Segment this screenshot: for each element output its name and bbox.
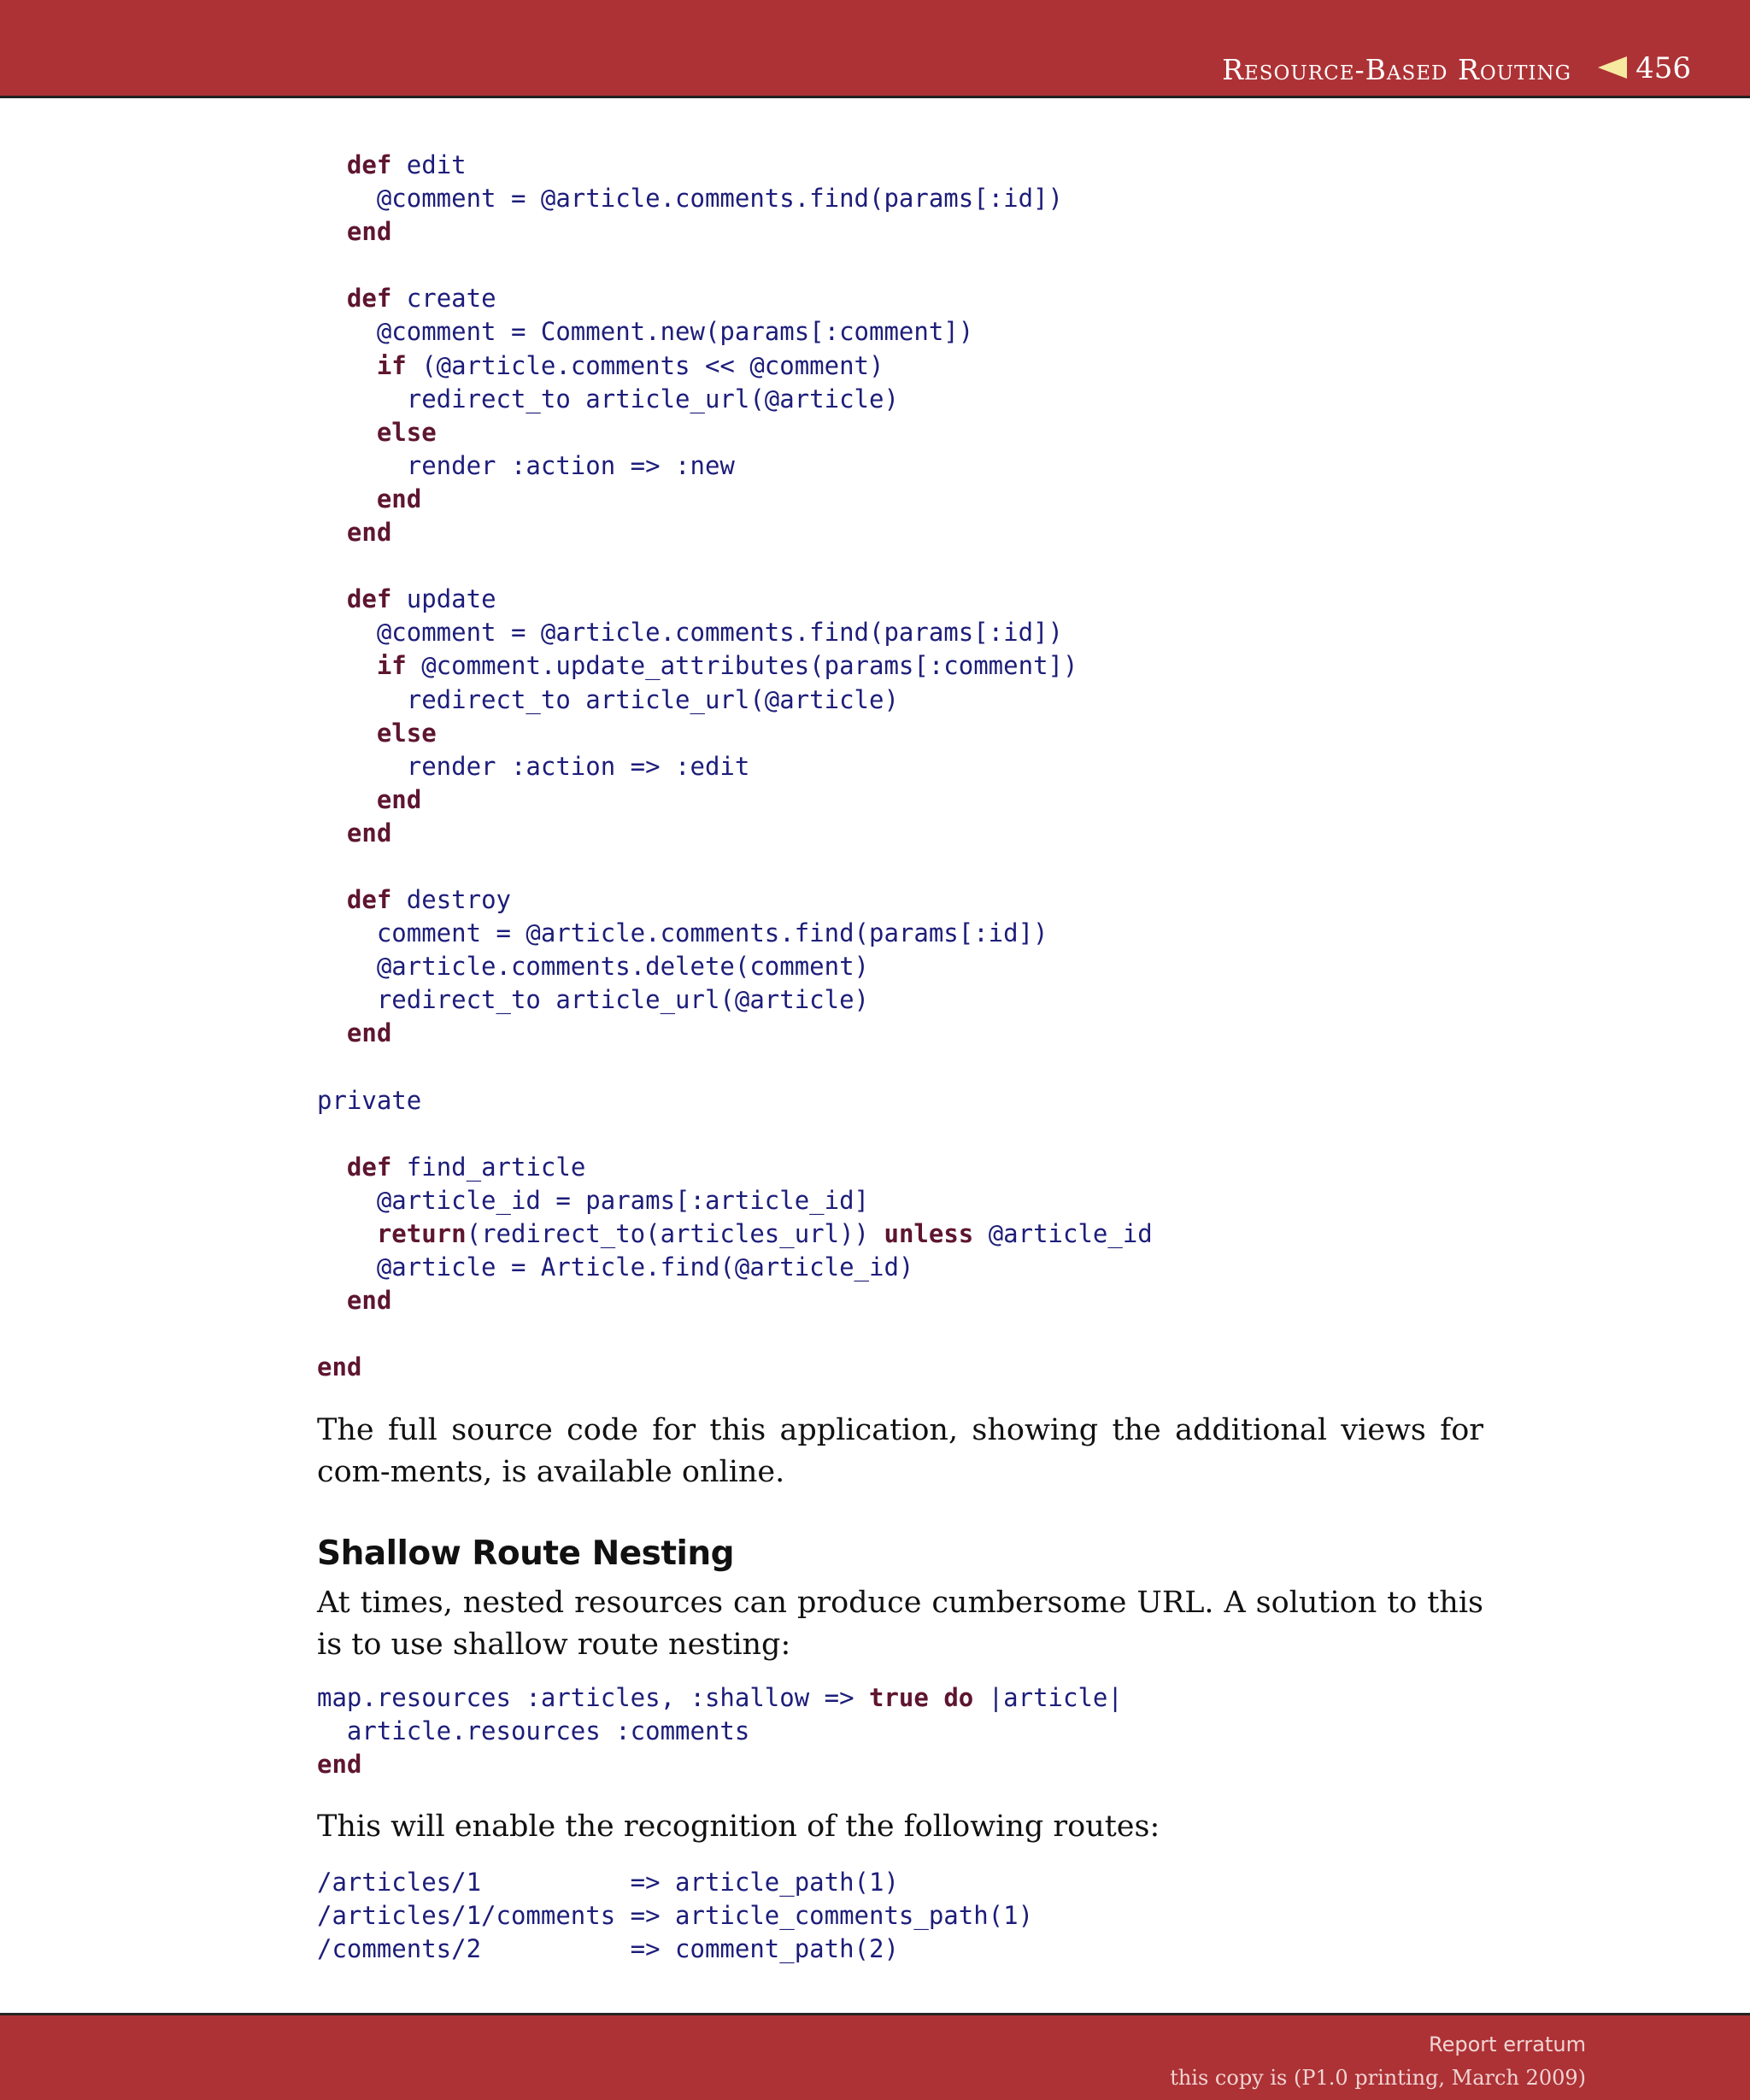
code-line: end	[376, 784, 422, 814]
code-line	[317, 1051, 1153, 1084]
code-line: @comment = @article.comments.find(params[:id])	[317, 184, 1063, 214]
code-line: end	[346, 1018, 392, 1048]
left-triangle-icon[interactable]	[1598, 56, 1627, 79]
code-line: end	[346, 818, 392, 848]
code-line: @article.comments.delete(comment)	[317, 952, 870, 982]
code-line: article.resources :comments	[317, 1716, 750, 1746]
code-line: end	[346, 217, 392, 247]
section-heading: Shallow Route Nesting	[317, 1534, 735, 1573]
code-line	[317, 549, 1153, 583]
running-title: Resource-Based Routing	[1222, 53, 1571, 86]
code-line	[317, 1317, 1153, 1351]
code-line: render :action => :new	[317, 450, 735, 480]
page-footer	[0, 2013, 1750, 2100]
copy-info: this copy is (P1.0 printing, March 2009)	[1170, 2066, 1586, 2090]
code-line: map.resources :articles, :shallow => true do |article|	[317, 1683, 1123, 1712]
code-line: if @comment.update_attributes(params[:comment])	[376, 651, 1078, 681]
code-line: def find_article	[346, 1152, 586, 1182]
code-block-routes-config	[317, 1681, 1123, 1781]
page-number: 456	[1635, 51, 1691, 85]
paragraph-routes-intro: This will enable the recognition of the following routes:	[317, 1810, 1160, 1844]
code-line: @article = Article.find(@article_id)	[317, 1252, 914, 1282]
code-line: end	[317, 1352, 362, 1382]
code-line: redirect_to article_url(@article)	[317, 684, 899, 714]
code-line: def edit	[346, 150, 467, 179]
code-line: end	[346, 1286, 392, 1316]
code-line: def update	[346, 584, 496, 614]
code-line: comment = @article.comments.find(params[:id])	[317, 918, 1048, 948]
code-line: redirect_to article_url(@article)	[317, 384, 899, 414]
code-line	[317, 850, 1153, 883]
code-line: end	[376, 484, 422, 513]
code-block-route-table	[317, 1866, 1033, 1966]
code-line: def destroy	[346, 885, 511, 915]
code-line: if (@article.comments << @comment)	[376, 350, 884, 380]
code-line: else	[376, 718, 437, 748]
code-line: @article_id = params[:article_id]	[317, 1185, 870, 1215]
code-line: /articles/1 => article_path(1)	[317, 1868, 899, 1897]
paragraph-source-note: The full source code for this application, showing the additional views for com-ments, is available online.	[317, 1413, 1483, 1489]
code-line: render :action => :edit	[317, 751, 750, 781]
code-line: /articles/1/comments => article_comments_path(1)	[317, 1901, 1034, 1931]
code-line: return(redirect_to(articles_url)) unless @article_id	[376, 1219, 1153, 1248]
code-line: redirect_to article_url(@article)	[317, 985, 870, 1015]
report-erratum-link[interactable]: Report erratum	[1429, 2033, 1586, 2056]
code-line: /comments/2 => comment_path(2)	[317, 1934, 899, 1964]
code-line: private	[317, 1085, 422, 1115]
code-line: @comment = @article.comments.find(params[:id])	[317, 618, 1063, 648]
code-line: else	[376, 417, 437, 447]
paragraph-shallow-intro: At times, nested resources can produce cumbersome URL. A solution to this is to use shallow route nesting:	[317, 1586, 1483, 1662]
code-line: def create	[346, 284, 496, 314]
code-line: @comment = Comment.new(params[:comment])	[317, 317, 974, 347]
code-line	[317, 249, 1153, 282]
code-line: end	[317, 1750, 362, 1780]
code-block-controller	[317, 149, 1153, 1384]
code-line	[317, 1117, 1153, 1151]
code-line: end	[346, 518, 392, 548]
page-header	[0, 0, 1750, 98]
